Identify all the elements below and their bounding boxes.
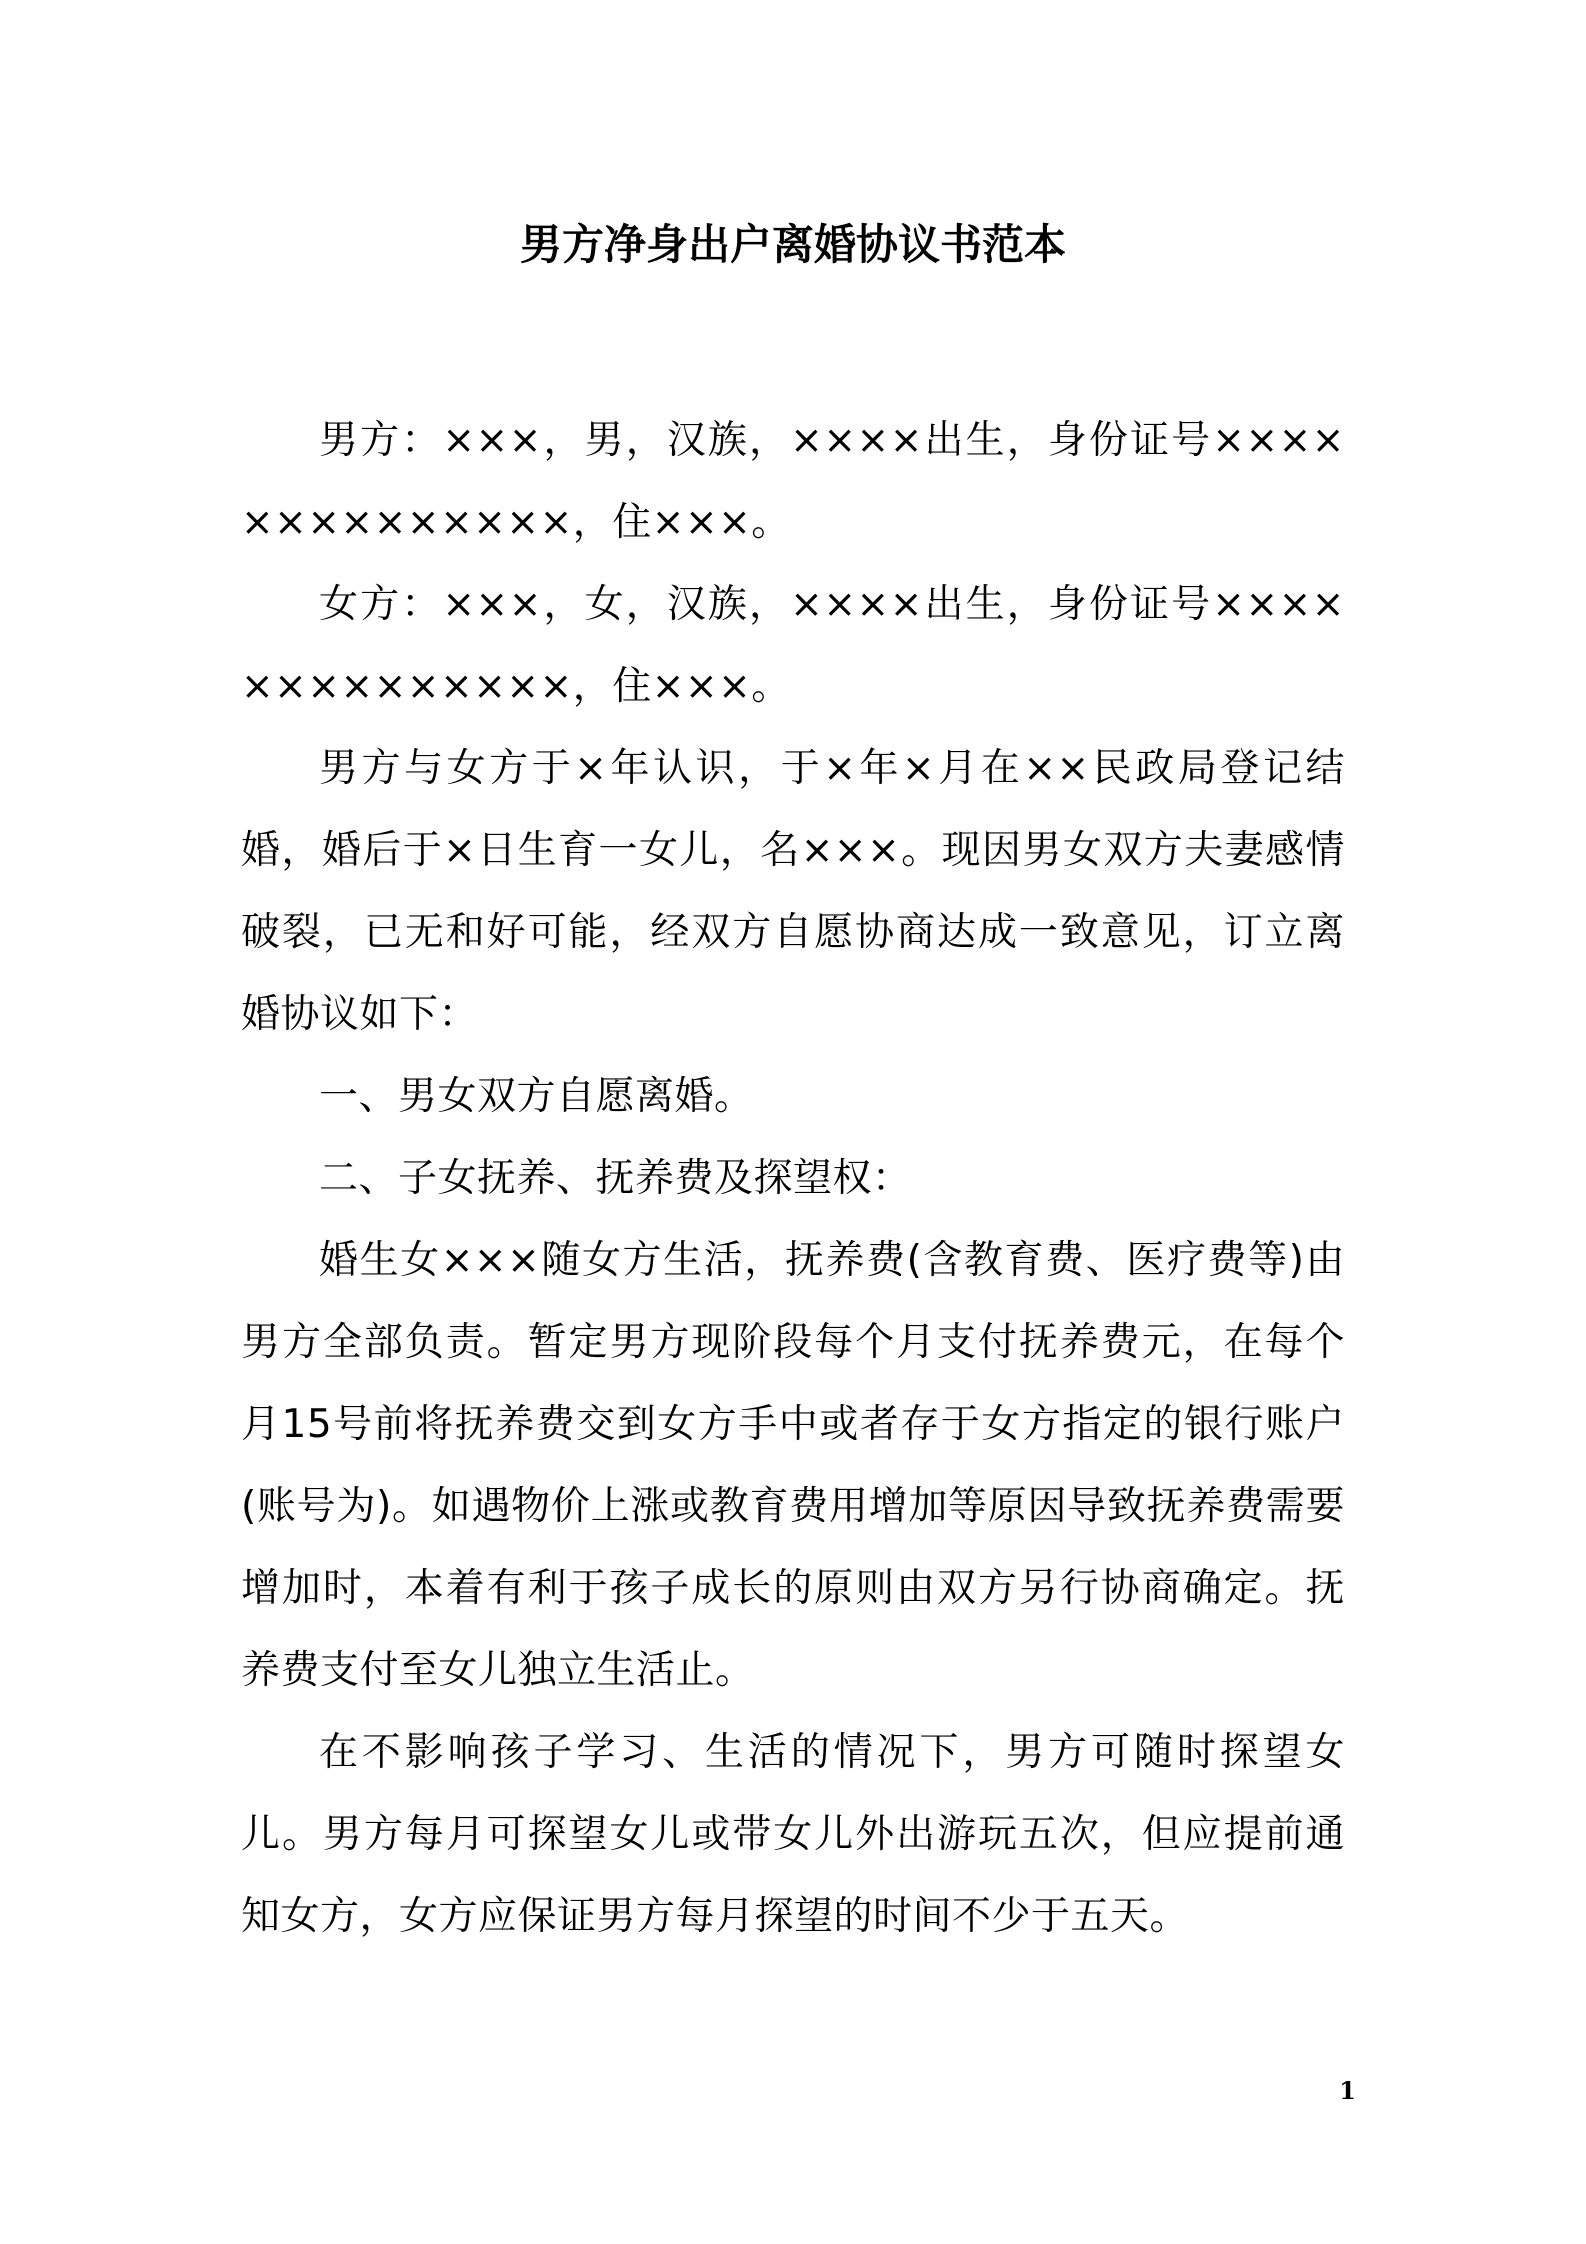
paragraph-child-support: 婚生女×××随女方生活，抚养费(含教育费、医疗费等)由男方全部负责。暂定男方现阶段每个月支付抚养费元，在每个月15号前将抚养费交到女方手中或者存于女方指定的银行账户(账号为)。如遇物价上涨或教育费用增加等原因导致抚养费需要增加时，本着有利于孩子成长的原则由双方另行协商确定。抚养费支付至女儿独立生活止。 xyxy=(241,1238,1345,1693)
paragraph-clause-two-heading: 二、子女抚养、抚养费及探望权： xyxy=(319,1156,912,1201)
paragraph-visitation: 在不影响孩子学习、生活的情况下，男方可随时探望女儿。男方每月可探望女儿或带女儿外出游玩五次，但应提前通知女方，女方应保证男方每月探望的时间不少于五天。 xyxy=(241,1730,1345,1939)
document-title: 男方净身出户离婚协议书范本 xyxy=(519,220,1066,269)
paragraph-background: 男方与女方于×年认识，于×年×月在××民政局登记结婚，婚后于×日生育一女儿，名×××。现因男女双方夫妻感情破裂，已无和好可能，经双方自愿协商达成一致意见，订立离婚协议如下： xyxy=(241,746,1345,1037)
paragraph-clause-one: 一、男女双方自愿离婚。 xyxy=(319,1074,754,1119)
document-body xyxy=(241,400,1345,1958)
paragraph-male-party: 男方：×××，男，汉族，××××出生，身份证号××××××××××××××，住×××。 xyxy=(241,418,1345,545)
page-number: 1 xyxy=(1339,2076,1356,2105)
paragraph-female-party: 女方：×××，女，汉族，××××出生，身份证号××××××××××××××，住×××。 xyxy=(241,582,1345,709)
